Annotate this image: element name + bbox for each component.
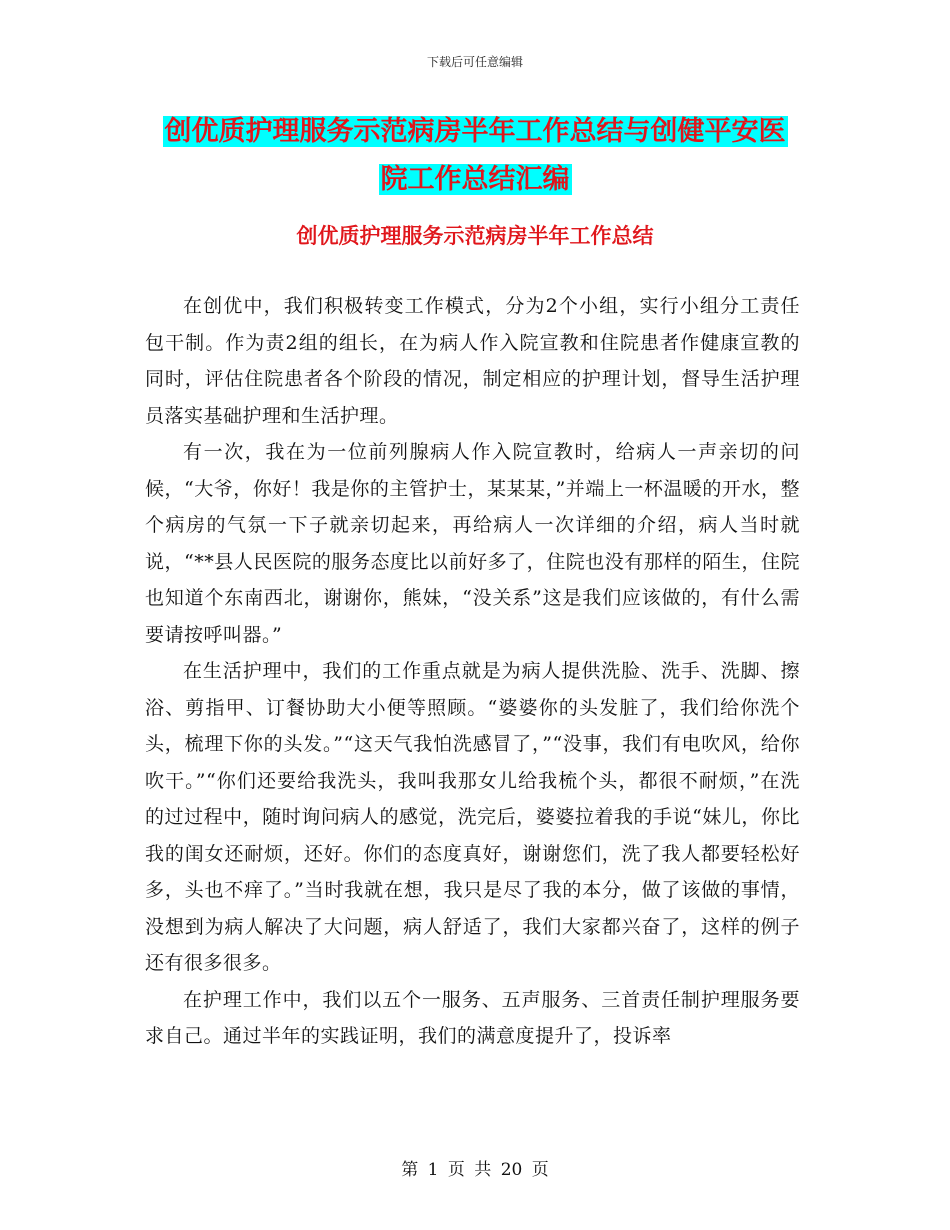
paragraph-2: 有一次，我在为一位前列腺病人作入院宣教时，给病人一声亲切的问候，“大爷，你好！我是你的主管护士，某某某，”并端上一杯温暖的开水，整个病房的气氛一下子就亲切起来，再给病人一次详细的介绍，病人当时就说，“**县人民医院的服务态度比以前好多了，住院也没有那样的陌生，住院也知道个东南西北，谢谢你，熊妹，“没关系”这是我们应该做的，有什么需要请按呼叫器。” bbox=[145, 441, 800, 646]
body-text bbox=[145, 288, 800, 1055]
page-footer: 第 1 页 共 20 页 bbox=[401, 1160, 549, 1180]
paragraph-1: 在创优中，我们积极转变工作模式，分为2个小组，实行小组分工责任包干制。作为责2组的组长，在为病人作入院宣教和住院患者作健康宣教的同时，评估住院患者各个阶段的情况，制定相应的护理计划，督导生活护理员落实基础护理和生活护理。 bbox=[145, 295, 800, 427]
paragraph-4: 在护理工作中，我们以五个一服务、五声服务、三首责任制护理服务要求自己。通过半年的实践证明，我们的满意度提升了，投诉率 bbox=[145, 988, 800, 1047]
paragraph-3: 在生活护理中，我们的工作重点就是为病人提供洗脸、洗手、洗脚、擦浴、剪指甲、订餐协助大小便等照顾。“婆婆你的头发脏了，我们给你洗个头，梳理下你的头发。”“这天气我怕洗感冒了，”“没事，我们有电吹风，给你吹干。”“你们还要给我洗头，我叫我那女儿给我梳个头，都很不耐烦，”在洗的过过程中，随时询问病人的感觉，洗完后，婆婆拉着我的手说“妹儿，你比我的闺女还耐烦，还好。你们的态度真好，谢谢您们，洗了我人都要轻松好多，头也不痒了。”当时我就在想，我只是尽了我的本分，做了该做的事情，没想到为病人解决了大问题，病人舒适了，我们大家都兴奋了，这样的例子还有很多很多。 bbox=[145, 660, 800, 974]
document-title bbox=[0, 108, 950, 204]
document-title-line-2: 院工作总结汇编 bbox=[380, 164, 570, 195]
section-title: 创优质护理服务示范病房半年工作总结 bbox=[296, 224, 654, 248]
header-note: 下载后可任意编辑 bbox=[426, 55, 523, 69]
document-title-line-1: 创优质护理服务示范病房半年工作总结与创健平安医 bbox=[164, 116, 786, 147]
